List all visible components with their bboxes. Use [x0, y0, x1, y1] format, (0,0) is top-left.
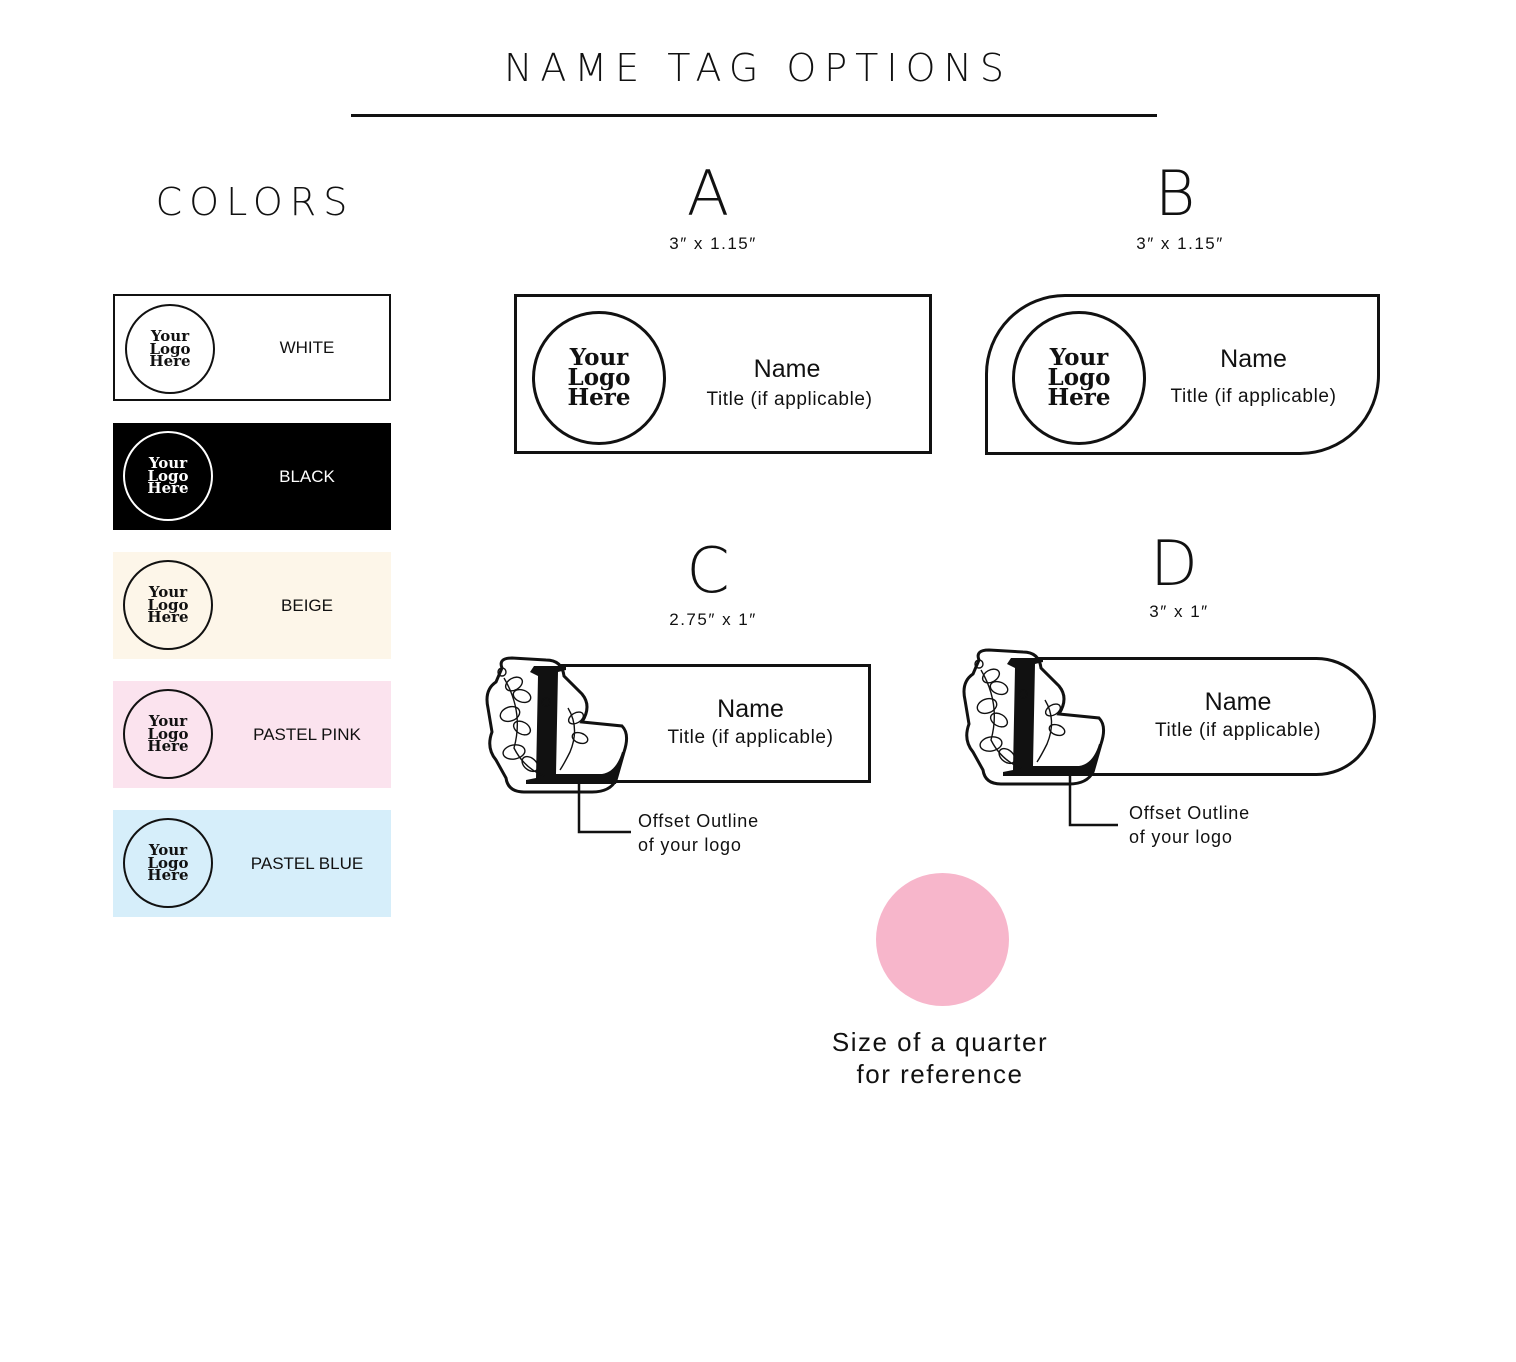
- logo-placeholder-icon: Your Logo Here: [123, 560, 213, 650]
- callout-line-d: [1066, 775, 1126, 829]
- logo-placeholder-icon: Your Logo Here: [125, 304, 215, 394]
- quarter-reference-caption: Size of a quarter for reference: [831, 1027, 1049, 1089]
- option-d-title: Title (if applicable): [1154, 720, 1322, 741]
- option-b-letter: B: [1154, 157, 1196, 230]
- option-a-tag[interactable]: [514, 294, 932, 454]
- option-c-callout: Offset Outline of your logo: [638, 811, 759, 855]
- color-swatch-label: BEIGE: [281, 595, 333, 615]
- logo-placeholder-icon: Your Logo Here: [123, 689, 213, 779]
- color-swatch-label: BLACK: [279, 466, 335, 486]
- callout-line-c: [575, 782, 635, 836]
- quarter-reference-circle: [876, 873, 1009, 1006]
- floral-letter-l-icon: [484, 652, 632, 798]
- option-c-title: Title (if applicable): [667, 727, 834, 748]
- option-d-callout: Offset Outline of your logo: [1129, 803, 1250, 847]
- title-divider: [351, 114, 1157, 117]
- option-c-name: Name: [717, 695, 784, 723]
- colors-heading: COLORS: [155, 180, 355, 224]
- logo-placeholder-icon: Your Logo Here: [123, 818, 213, 908]
- page-title: NAME TAG OPTIONS: [503, 46, 1013, 90]
- option-a-name: Name: [753, 355, 821, 383]
- color-swatch-label: PASTEL PINK: [253, 724, 361, 744]
- option-a-letter: A: [686, 157, 730, 230]
- option-b-name: Name: [1220, 345, 1287, 373]
- color-swatch-white[interactable]: [113, 294, 391, 401]
- option-a-size: 3″ x 1.15″: [669, 234, 757, 253]
- color-swatch-black[interactable]: [113, 423, 391, 530]
- option-a-title: Title (if applicable): [706, 389, 873, 410]
- option-b-title: Title (if applicable): [1170, 386, 1337, 407]
- option-c-letter: C: [686, 534, 730, 607]
- option-d-size: 3″ x 1″: [1149, 602, 1209, 621]
- option-b-size: 3″ x 1.15″: [1136, 234, 1224, 253]
- option-d-name: Name: [1204, 688, 1272, 716]
- color-swatch-label: PASTEL BLUE: [250, 853, 364, 873]
- floral-letter-l-icon: [961, 644, 1109, 790]
- logo-placeholder-icon: Your Logo Here: [1012, 311, 1146, 445]
- logo-placeholder-icon: Your Logo Here: [532, 311, 666, 445]
- color-swatch-pastel-blue[interactable]: [113, 810, 391, 917]
- option-c-size: 2.75″ x 1″: [669, 610, 757, 629]
- option-b-tag[interactable]: [985, 294, 1380, 455]
- color-swatch-label: WHITE: [279, 337, 335, 357]
- logo-placeholder-icon: Your Logo Here: [123, 431, 213, 521]
- color-swatch-beige[interactable]: [113, 552, 391, 659]
- option-d-letter: D: [1150, 527, 1198, 600]
- color-swatch-pastel-pink[interactable]: [113, 681, 391, 788]
